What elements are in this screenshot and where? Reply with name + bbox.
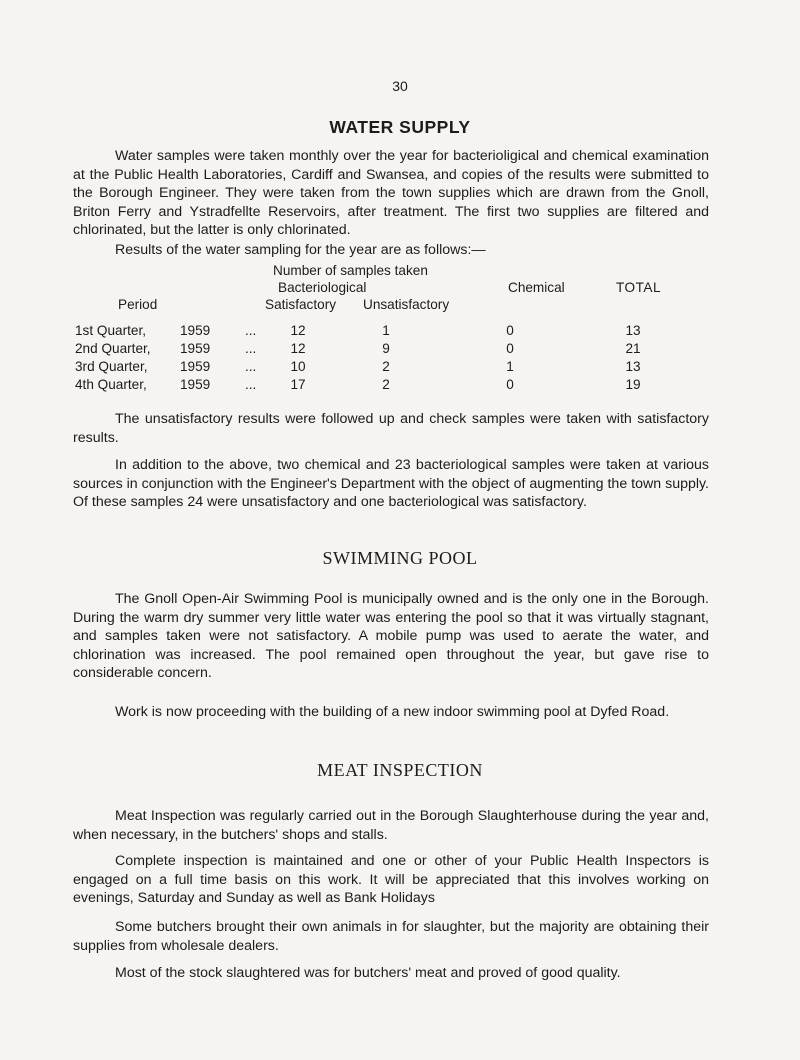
row-period: 4th Quarter, [75, 377, 147, 392]
row-year: 1959 [180, 359, 211, 374]
table-header-chemical: Chemical [508, 280, 565, 295]
row-period: 3rd Quarter, [75, 359, 148, 374]
row-satisfactory: 12 [290, 341, 306, 356]
table-header-unsatisfactory: Unsatisfactory [363, 297, 450, 312]
row-year: 1959 [180, 323, 211, 338]
row-total: 13 [625, 359, 641, 374]
water-supply-paragraph-4: In addition to the above, two chemical and 23 bacteriological samples were taken at various sources in conjunction with the Engineer's Department with the object of augmenting the town supply. Of these samples 24 were unsatisfactory and one bacteriological was satisfactory. [73, 457, 709, 510]
meat-inspection-paragraph-2: Complete inspection is maintained and one or other of your Public Health Inspectors is engaged on a full time basis on this work. It will be appreciated that this involves working on evenings, Saturday and Sunday as well as Bank Holidays [73, 853, 709, 906]
row-chemical: 0 [506, 377, 514, 392]
page-number: 30 [392, 78, 408, 94]
swimming-pool-paragraph-1: The Gnoll Open-Air Swimming Pool is municipally owned and is the only one in the Borough. During the warm dry summer very little water was entering the pool so that it was virtually stagnant, and samples taken were not satisfactory. A mobile pump was used to aerate the water, and chlorination was increased. The pool remained open throughout the year, but gave rise to considerable concern. [73, 591, 709, 681]
water-supply-paragraph-2: Results of the water sampling for the year are as follows:— [115, 242, 486, 258]
row-total: 13 [625, 323, 641, 338]
row-total: 19 [625, 377, 641, 392]
row-unsatisfactory: 1 [382, 323, 390, 338]
row-unsatisfactory: 9 [382, 341, 390, 356]
row-dots: ... [245, 359, 257, 374]
row-chemical: 0 [506, 323, 514, 338]
meat-inspection-paragraph-1: Meat Inspection was regularly carried out in the Borough Slaughterhouse during the year and, when necessary, in the butchers' shops and stalls. [73, 808, 709, 843]
meat-inspection-paragraph-4: Most of the stock slaughtered was for butchers' meat and proved of good quality. [115, 965, 621, 981]
meat-inspection-paragraph-3: Some butchers brought their own animals in for slaughter, but the majority are obtaining their supplies from wholesale dealers. [73, 919, 709, 954]
row-satisfactory: 10 [290, 359, 306, 374]
row-chemical: 1 [506, 359, 514, 374]
water-supply-heading: WATER SUPPLY [329, 117, 471, 137]
row-dots: ... [245, 323, 257, 338]
row-chemical: 0 [506, 341, 514, 356]
table-header-period: Period [118, 297, 158, 312]
row-dots: ... [245, 377, 257, 392]
water-supply-paragraph-3: The unsatisfactory results were followed up and check samples were taken with satisfactory results. [73, 411, 709, 446]
row-satisfactory: 17 [290, 377, 306, 392]
row-unsatisfactory: 2 [382, 359, 390, 374]
row-period: 2nd Quarter, [75, 341, 151, 356]
table-header-satisfactory: Satisfactory [265, 297, 337, 312]
row-unsatisfactory: 2 [382, 377, 390, 392]
meat-inspection-heading: MEAT INSPECTION [317, 760, 483, 780]
swimming-pool-heading: SWIMMING POOL [322, 548, 478, 568]
table-header-total: TOTAL [616, 280, 662, 295]
row-year: 1959 [180, 377, 211, 392]
swimming-pool-paragraph-2: Work is now proceeding with the building of a new indoor swimming pool at Dyfed Road. [115, 704, 670, 720]
row-period: 1st Quarter, [75, 323, 147, 338]
row-satisfactory: 12 [290, 323, 306, 338]
table-header-group: Number of samples taken [273, 263, 428, 278]
water-supply-paragraph-1: Water samples were taken monthly over the year for bacterioligical and chemical examination at the Public Health Laboratories, Cardiff and Swansea, and copies of the results were submitted to the Borough Engineer. They were taken from the town supplies which are drawn from the Gnoll, Briton Ferry and Ystradfellte Reservoirs, after treatment. The first two supplies are filtered and chlorinated, but the latter is only chlorinated. [73, 148, 709, 238]
row-total: 21 [625, 341, 641, 356]
table-header-bacteriological: Bacteriological [278, 280, 367, 295]
row-year: 1959 [180, 341, 211, 356]
row-dots: ... [245, 341, 257, 356]
